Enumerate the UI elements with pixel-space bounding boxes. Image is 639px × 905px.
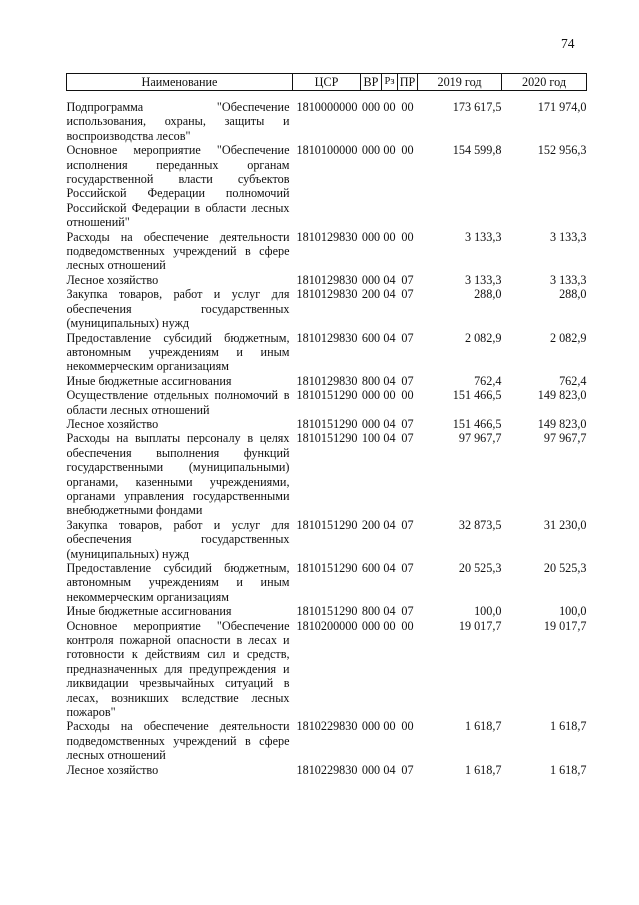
value-2020-cell: 288,0 <box>559 287 587 302</box>
vr-cell: 200 <box>361 287 381 302</box>
vr-cell: 000 <box>361 618 381 633</box>
rz-cell: 00 <box>383 100 396 114</box>
table-row <box>67 604 587 618</box>
vr-cell: 600 <box>361 561 381 575</box>
rz-cell: 04 <box>383 287 396 302</box>
vr-cell: 000 <box>361 388 381 403</box>
header-vr: ВР <box>361 74 382 91</box>
table-row <box>67 100 587 143</box>
pr-cell: 07 <box>401 561 414 575</box>
csr-cell: 1810129830 <box>296 272 358 287</box>
vr-cell: 000 <box>361 719 381 734</box>
value-2019-cell: 762,4 <box>474 373 502 388</box>
header-csr: ЦСР <box>293 74 361 91</box>
header-pr: ПР <box>398 74 418 91</box>
name-cell: Предоставление субсидий бюджетным, автономным учреждениям и иным некоммерческим организациям <box>66 561 290 604</box>
name-cell: Расходы на обеспечение деятельности подведомственных учреждений в сфере лесных отношений <box>66 719 290 763</box>
pr-cell: 00 <box>401 719 414 734</box>
vr-cell: 800 <box>361 373 381 388</box>
name-cell: Осуществление отдельных полномочий в области лесных отношений <box>66 388 290 417</box>
header-name: Наименование <box>67 74 293 91</box>
header-rz: Рз <box>382 74 398 91</box>
name-cell: Подпрограмма "Обеспечение использования, охраны, защиты и воспроизводства лесов" <box>66 100 290 143</box>
table-row <box>67 417 587 431</box>
rz-cell: 04 <box>383 517 396 532</box>
csr-cell: 1810151290 <box>296 431 358 446</box>
table-body <box>67 91 587 778</box>
value-2020-cell: 19 017,7 <box>543 618 587 633</box>
value-2019-cell: 3 133,3 <box>464 272 502 287</box>
pr-cell: 07 <box>401 287 414 302</box>
value-2019-cell: 97 967,7 <box>458 431 502 446</box>
value-2019-cell: 288,0 <box>474 287 502 302</box>
csr-cell: 1810100000 <box>296 143 358 158</box>
csr-cell: 1810200000 <box>296 618 358 633</box>
value-2019-cell: 1 618,7 <box>464 762 502 777</box>
value-2020-cell: 2 082,9 <box>549 330 587 345</box>
value-2020-cell: 1 618,7 <box>549 762 587 777</box>
pr-cell: 07 <box>401 373 414 388</box>
vr-cell: 000 <box>361 229 381 244</box>
pr-cell: 07 <box>401 416 414 431</box>
csr-cell: 1810229830 <box>296 719 358 734</box>
name-cell: Предоставление субсидий бюджетным, автономным учреждениям и иным некоммерческим организациям <box>66 330 290 374</box>
value-2020-cell: 3 133,3 <box>549 229 587 244</box>
name-cell: Закупка товаров, работ и услуг для обеспечения государственных (муниципальных) нужд <box>66 287 290 331</box>
name-cell: Лесное хозяйство <box>66 762 159 777</box>
value-2019-cell: 1 618,7 <box>464 719 502 734</box>
pr-cell: 00 <box>401 618 414 633</box>
header-2019: 2019 год <box>418 74 502 91</box>
value-2019-cell: 100,0 <box>474 604 502 619</box>
vr-cell: 000 <box>361 762 381 777</box>
name-cell: Лесное хозяйство <box>66 272 159 287</box>
csr-cell: 1810129830 <box>296 373 358 388</box>
table-row <box>67 331 587 374</box>
vr-cell: 000 <box>361 143 381 158</box>
name-cell: Иные бюджетные ассигнования <box>66 604 232 619</box>
value-2019-cell: 19 017,7 <box>458 618 502 633</box>
rz-cell: 04 <box>383 416 396 431</box>
name-cell: Расходы на выплаты персоналу в целях обеспечения выполнения функций государственными (муниципальными) органами, казенными учреждениями, органами управления государственными внебюджетными фондами <box>66 431 290 518</box>
value-2019-cell: 2 082,9 <box>464 330 502 345</box>
pr-cell: 00 <box>401 143 414 158</box>
csr-cell: 1810129830 <box>296 330 358 345</box>
value-2019-cell: 3 133,3 <box>464 229 502 244</box>
pr-cell: 07 <box>401 330 414 345</box>
csr-cell: 1810151290 <box>296 604 358 619</box>
value-2020-cell: 3 133,3 <box>549 272 587 287</box>
value-2020-cell: 149 823,0 <box>537 388 587 403</box>
rz-cell: 00 <box>383 143 396 158</box>
value-2020-cell: 97 967,7 <box>543 431 587 446</box>
pr-cell: 00 <box>401 388 414 403</box>
table-row <box>67 719 587 762</box>
vr-cell: 600 <box>361 330 381 345</box>
rz-cell: 00 <box>383 388 396 403</box>
table-row <box>67 230 587 273</box>
rz-cell: 04 <box>383 431 396 446</box>
csr-cell: 1810151290 <box>296 561 358 575</box>
csr-cell: 1810229830 <box>296 762 358 777</box>
header-2020: 2020 год <box>502 74 587 91</box>
value-2019-cell: 32 873,5 <box>458 517 502 532</box>
value-2019-cell: 151 466,5 <box>452 416 502 431</box>
rz-cell: 04 <box>383 561 396 575</box>
csr-cell: 1810129830 <box>296 287 358 302</box>
rz-cell: 04 <box>383 330 396 345</box>
budget-table <box>66 73 587 777</box>
value-2020-cell: 1 618,7 <box>549 719 587 734</box>
rz-cell: 04 <box>383 373 396 388</box>
pr-cell: 07 <box>401 431 414 446</box>
value-2020-cell: 20 525,3 <box>543 561 587 575</box>
csr-cell: 1810151290 <box>296 517 358 532</box>
table-row <box>67 273 587 287</box>
value-2019-cell: 154 599,8 <box>452 143 502 158</box>
table-row <box>67 388 587 417</box>
vr-cell: 000 <box>361 272 381 287</box>
table-row <box>67 518 587 561</box>
pr-cell: 00 <box>401 100 414 114</box>
vr-cell: 200 <box>361 517 381 532</box>
pr-cell: 07 <box>401 604 414 619</box>
name-cell: Закупка товаров, работ и услуг для обеспечения государственных (муниципальных) нужд <box>66 517 290 561</box>
table-row <box>67 143 587 229</box>
csr-cell: 1810000000 <box>296 100 358 114</box>
table-row <box>67 763 587 777</box>
rz-cell: 04 <box>383 604 396 619</box>
name-cell: Расходы на обеспечение деятельности подведомственных учреждений в сфере лесных отношений <box>66 229 290 273</box>
csr-cell: 1810151290 <box>296 388 358 403</box>
page-number: 74 <box>561 36 575 51</box>
value-2020-cell: 762,4 <box>559 373 587 388</box>
table-header <box>67 74 587 91</box>
pr-cell: 07 <box>401 517 414 532</box>
value-2019-cell: 173 617,5 <box>452 100 502 114</box>
rz-cell: 04 <box>383 272 396 287</box>
csr-cell: 1810151290 <box>296 416 358 431</box>
value-2020-cell: 171 974,0 <box>537 100 587 114</box>
pr-cell: 00 <box>401 229 414 244</box>
table-row <box>67 431 587 517</box>
vr-cell: 000 <box>361 100 381 114</box>
name-cell: Иные бюджетные ассигнования <box>66 373 232 388</box>
value-2020-cell: 31 230,0 <box>543 517 587 532</box>
rz-cell: 04 <box>383 762 396 777</box>
value-2020-cell: 100,0 <box>559 604 587 619</box>
rz-cell: 00 <box>383 618 396 633</box>
rz-cell: 00 <box>383 719 396 734</box>
name-cell: Основное мероприятие "Обеспечение исполнения переданных органам государственной власти субъектов Российской Федерации полномочий Российской Федерации в области лесных отношений" <box>66 143 290 230</box>
value-2019-cell: 20 525,3 <box>458 561 502 575</box>
csr-cell: 1810129830 <box>296 229 358 244</box>
value-2020-cell: 149 823,0 <box>537 416 587 431</box>
table-row <box>67 374 587 388</box>
table-row <box>67 619 587 720</box>
pr-cell: 07 <box>401 762 414 777</box>
vr-cell: 000 <box>361 416 381 431</box>
table-row <box>67 287 587 330</box>
name-cell: Основное мероприятие "Обеспечение контроля пожарной опасности в лесах и готовности к действиям сил и средств, предназначенных для предупреждения и ликвидации чрезвычайных ситуаций в лесах, возникших вследствие лесных пожаров" <box>66 618 290 720</box>
vr-cell: 100 <box>361 431 381 446</box>
pr-cell: 07 <box>401 272 414 287</box>
rz-cell: 00 <box>383 229 396 244</box>
vr-cell: 800 <box>361 604 381 619</box>
value-2020-cell: 152 956,3 <box>537 143 587 158</box>
table-row <box>67 561 587 604</box>
name-cell: Лесное хозяйство <box>66 416 159 431</box>
value-2019-cell: 151 466,5 <box>452 388 502 403</box>
